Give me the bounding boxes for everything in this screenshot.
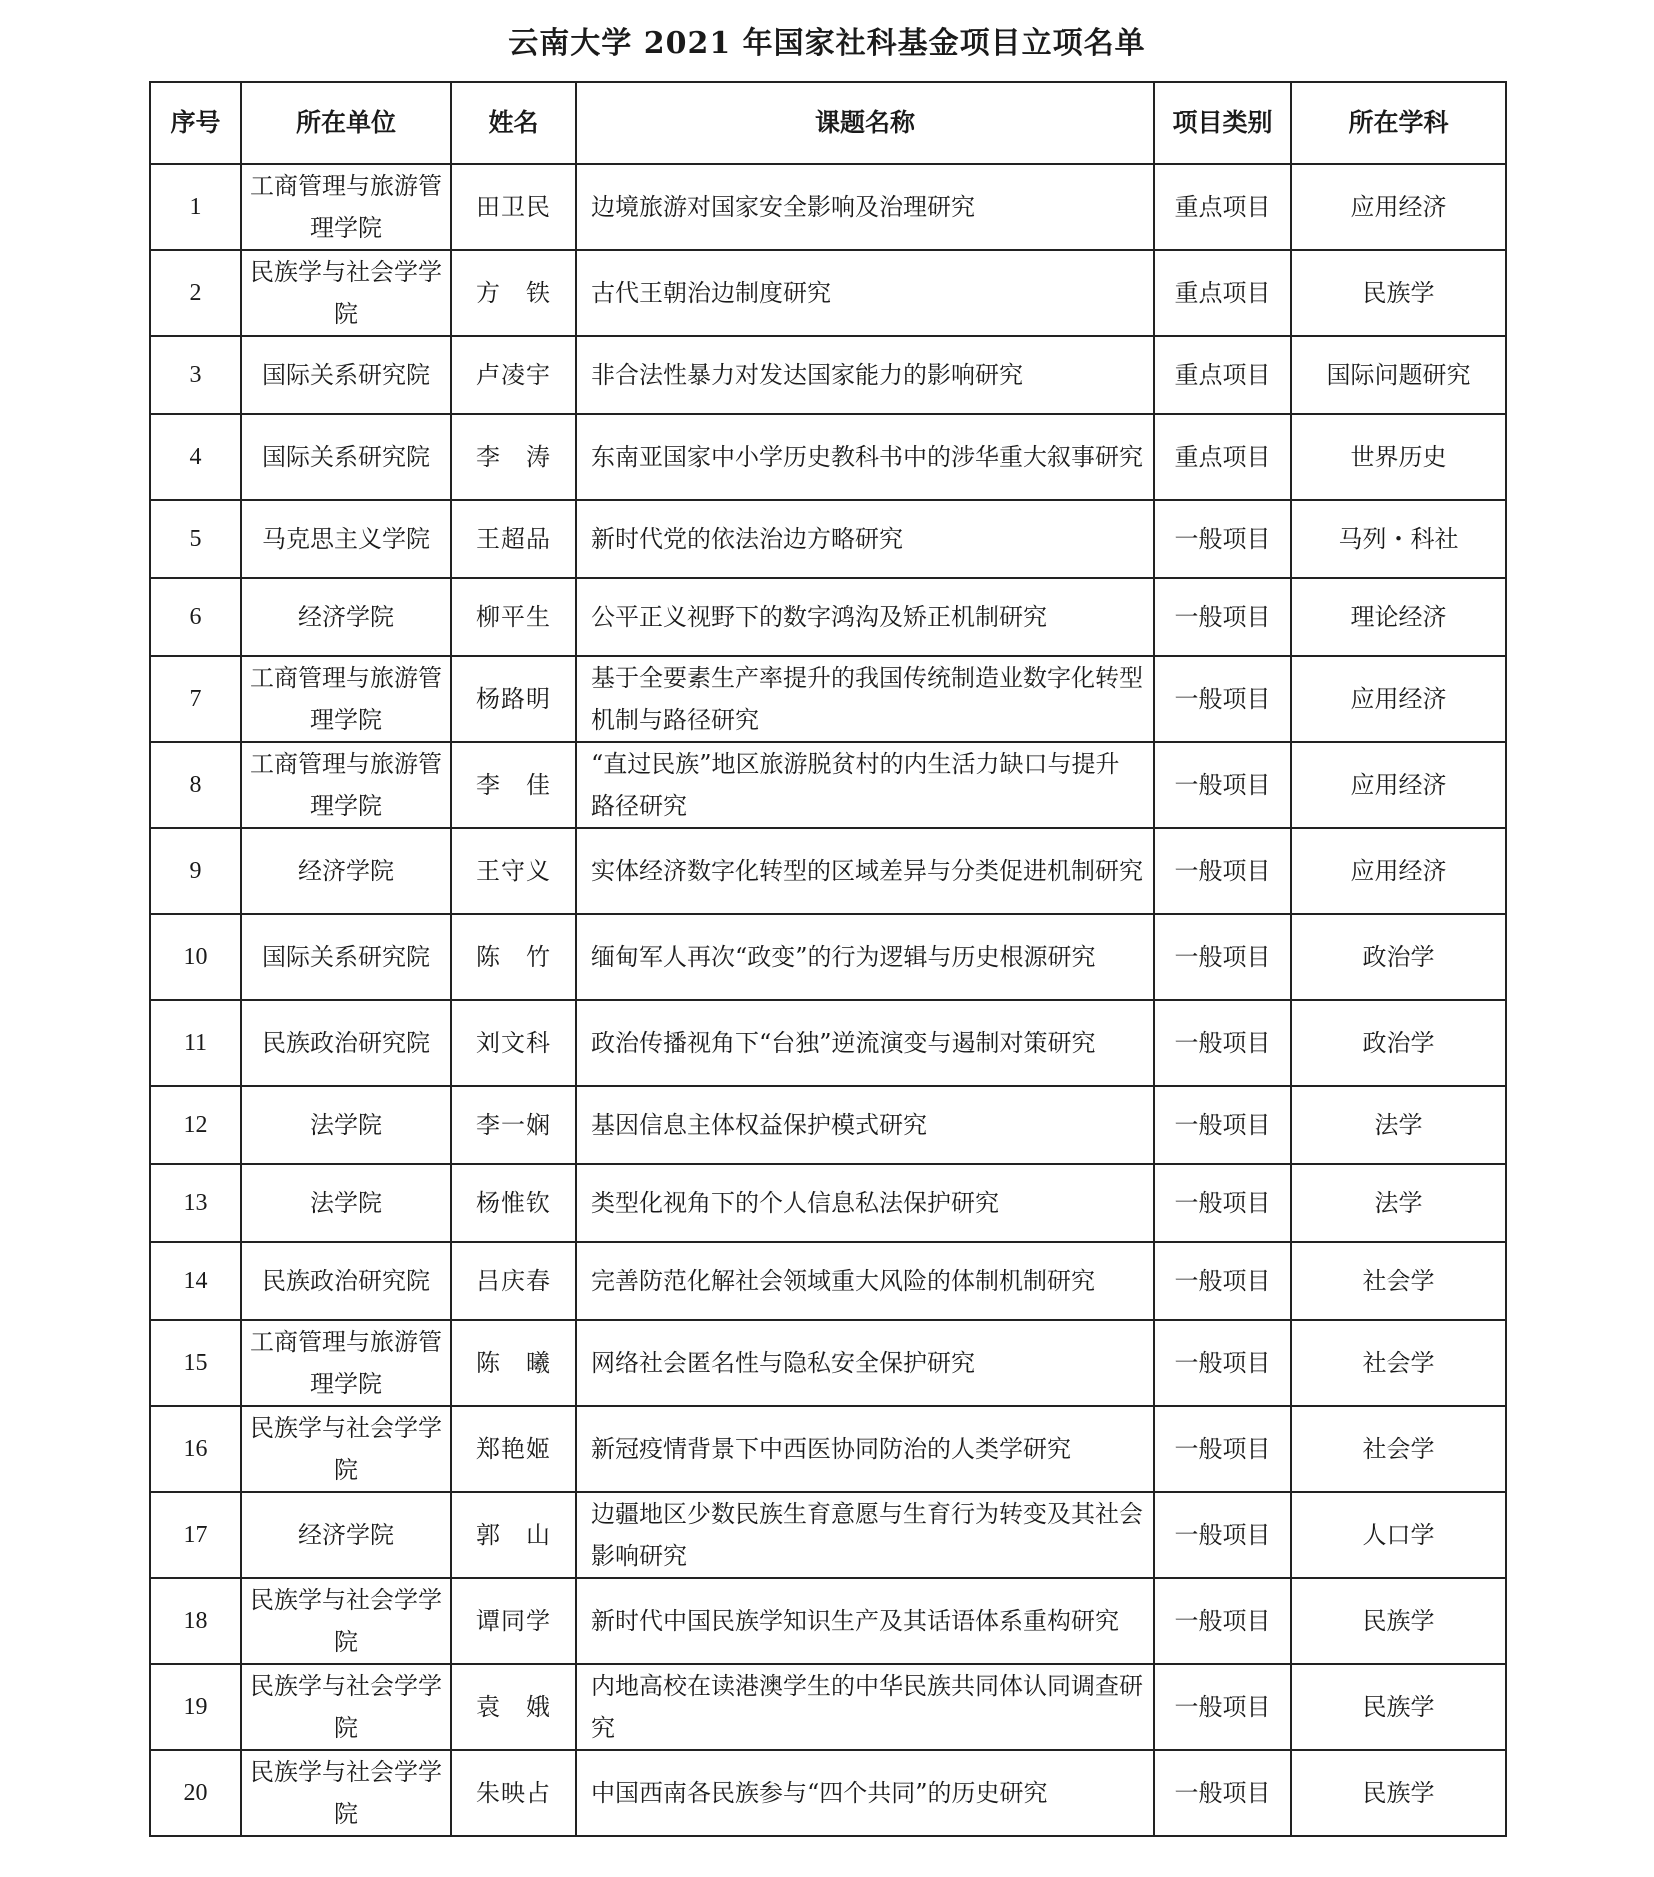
header-category: 项目类别 xyxy=(1154,82,1291,164)
row-number: 2 xyxy=(150,250,241,336)
row-unit: 经济学院 xyxy=(241,828,451,914)
row-category: 一般项目 xyxy=(1154,1086,1291,1164)
row-topic: 政治传播视角下“台独”逆流演变与遏制对策研究 xyxy=(576,1000,1154,1086)
row-category: 重点项目 xyxy=(1154,336,1291,414)
row-topic: 实体经济数字化转型的区域差异与分类促进机制研究 xyxy=(576,828,1154,914)
project-table xyxy=(149,81,1507,1837)
row-unit: 法学院 xyxy=(241,1164,451,1242)
row-category: 一般项目 xyxy=(1154,1578,1291,1664)
row-category: 重点项目 xyxy=(1154,414,1291,500)
row-number: 15 xyxy=(150,1320,241,1406)
table-row xyxy=(150,336,1506,414)
row-category: 一般项目 xyxy=(1154,1242,1291,1320)
row-unit: 民族学与社会学学院 xyxy=(241,1406,451,1492)
row-discipline: 社会学 xyxy=(1291,1406,1506,1492)
table-row xyxy=(150,656,1506,742)
row-topic: 中国西南各民族参与“四个共同”的历史研究 xyxy=(576,1750,1154,1836)
table-row xyxy=(150,828,1506,914)
row-name: 杨惟钦 xyxy=(451,1164,576,1242)
row-name: 李 佳 xyxy=(451,742,576,828)
row-topic: 边境旅游对国家安全影响及治理研究 xyxy=(576,164,1154,250)
row-unit: 马克思主义学院 xyxy=(241,500,451,578)
page-title: 云南大学 2021 年国家社科基金项目立项名单 xyxy=(508,26,1146,61)
row-discipline: 应用经济 xyxy=(1291,742,1506,828)
row-topic: 东南亚国家中小学历史教科书中的涉华重大叙事研究 xyxy=(576,414,1154,500)
row-discipline: 应用经济 xyxy=(1291,164,1506,250)
row-unit: 民族政治研究院 xyxy=(241,1000,451,1086)
row-discipline: 民族学 xyxy=(1291,1664,1506,1750)
row-category: 一般项目 xyxy=(1154,500,1291,578)
header-no: 序号 xyxy=(150,82,241,164)
row-topic: “直过民族”地区旅游脱贫村的内生活力缺口与提升路径研究 xyxy=(576,742,1154,828)
row-topic: 类型化视角下的个人信息私法保护研究 xyxy=(576,1164,1154,1242)
row-category: 一般项目 xyxy=(1154,828,1291,914)
row-name: 陈 曦 xyxy=(451,1320,576,1406)
table-row xyxy=(150,1578,1506,1664)
row-category: 一般项目 xyxy=(1154,1164,1291,1242)
row-unit: 民族学与社会学学院 xyxy=(241,1578,451,1664)
row-discipline: 国际问题研究 xyxy=(1291,336,1506,414)
row-category: 一般项目 xyxy=(1154,1492,1291,1578)
row-discipline: 政治学 xyxy=(1291,1000,1506,1086)
row-unit: 国际关系研究院 xyxy=(241,414,451,500)
row-category: 一般项目 xyxy=(1154,656,1291,742)
table-row xyxy=(150,1164,1506,1242)
row-topic: 基因信息主体权益保护模式研究 xyxy=(576,1086,1154,1164)
row-discipline: 社会学 xyxy=(1291,1320,1506,1406)
row-name: 卢凌宇 xyxy=(451,336,576,414)
row-discipline: 社会学 xyxy=(1291,1242,1506,1320)
row-number: 20 xyxy=(150,1750,241,1836)
row-name: 郭 山 xyxy=(451,1492,576,1578)
table-header-row xyxy=(150,82,1506,164)
header-name: 姓名 xyxy=(451,82,576,164)
row-name: 田卫民 xyxy=(451,164,576,250)
row-discipline: 民族学 xyxy=(1291,1578,1506,1664)
row-topic: 边疆地区少数民族生育意愿与生育行为转变及其社会影响研究 xyxy=(576,1492,1154,1578)
row-name: 郑艳姬 xyxy=(451,1406,576,1492)
row-unit: 经济学院 xyxy=(241,1492,451,1578)
row-discipline: 法学 xyxy=(1291,1086,1506,1164)
row-topic: 内地高校在读港澳学生的中华民族共同体认同调查研究 xyxy=(576,1664,1154,1750)
table-row xyxy=(150,500,1506,578)
header-discipline: 所在学科 xyxy=(1291,82,1506,164)
row-topic: 新时代中国民族学知识生产及其话语体系重构研究 xyxy=(576,1578,1154,1664)
table-row xyxy=(150,578,1506,656)
row-discipline: 法学 xyxy=(1291,1164,1506,1242)
row-name: 谭同学 xyxy=(451,1578,576,1664)
row-unit: 国际关系研究院 xyxy=(241,336,451,414)
header-topic: 课题名称 xyxy=(576,82,1154,164)
header-unit: 所在单位 xyxy=(241,82,451,164)
row-category: 一般项目 xyxy=(1154,914,1291,1000)
table-row xyxy=(150,164,1506,250)
table-row xyxy=(150,1242,1506,1320)
row-number: 1 xyxy=(150,164,241,250)
row-number: 7 xyxy=(150,656,241,742)
row-unit: 工商管理与旅游管理学院 xyxy=(241,656,451,742)
row-unit: 法学院 xyxy=(241,1086,451,1164)
row-topic: 基于全要素生产率提升的我国传统制造业数字化转型机制与路径研究 xyxy=(576,656,1154,742)
row-category: 一般项目 xyxy=(1154,1000,1291,1086)
row-number: 18 xyxy=(150,1578,241,1664)
row-unit: 民族政治研究院 xyxy=(241,1242,451,1320)
row-topic: 非合法性暴力对发达国家能力的影响研究 xyxy=(576,336,1154,414)
row-category: 一般项目 xyxy=(1154,1664,1291,1750)
row-name: 杨路明 xyxy=(451,656,576,742)
table-row xyxy=(150,1320,1506,1406)
row-name: 袁 娥 xyxy=(451,1664,576,1750)
row-number: 19 xyxy=(150,1664,241,1750)
row-number: 4 xyxy=(150,414,241,500)
row-name: 王守义 xyxy=(451,828,576,914)
row-number: 8 xyxy=(150,742,241,828)
row-name: 朱映占 xyxy=(451,1750,576,1836)
row-name: 李 涛 xyxy=(451,414,576,500)
table-row xyxy=(150,1086,1506,1164)
table-row xyxy=(150,1406,1506,1492)
row-topic: 新时代党的依法治边方略研究 xyxy=(576,500,1154,578)
row-unit: 民族学与社会学学院 xyxy=(241,250,451,336)
table-row xyxy=(150,250,1506,336)
table-row xyxy=(150,1750,1506,1836)
row-discipline: 民族学 xyxy=(1291,1750,1506,1836)
row-discipline: 人口学 xyxy=(1291,1492,1506,1578)
row-number: 9 xyxy=(150,828,241,914)
row-topic: 古代王朝治边制度研究 xyxy=(576,250,1154,336)
row-topic: 网络社会匿名性与隐私安全保护研究 xyxy=(576,1320,1154,1406)
row-topic: 公平正义视野下的数字鸿沟及矫正机制研究 xyxy=(576,578,1154,656)
row-name: 陈 竹 xyxy=(451,914,576,1000)
row-topic: 完善防范化解社会领域重大风险的体制机制研究 xyxy=(576,1242,1154,1320)
row-name: 王超品 xyxy=(451,500,576,578)
row-discipline: 理论经济 xyxy=(1291,578,1506,656)
table-row xyxy=(150,1664,1506,1750)
row-discipline: 民族学 xyxy=(1291,250,1506,336)
row-number: 10 xyxy=(150,914,241,1000)
row-category: 一般项目 xyxy=(1154,1750,1291,1836)
row-number: 16 xyxy=(150,1406,241,1492)
row-name: 李一娴 xyxy=(451,1086,576,1164)
row-topic: 缅甸军人再次“政变”的行为逻辑与历史根源研究 xyxy=(576,914,1154,1000)
row-discipline: 马列・科社 xyxy=(1291,500,1506,578)
row-category: 一般项目 xyxy=(1154,742,1291,828)
row-name: 方 铁 xyxy=(451,250,576,336)
row-discipline: 应用经济 xyxy=(1291,656,1506,742)
row-number: 5 xyxy=(150,500,241,578)
row-number: 12 xyxy=(150,1086,241,1164)
row-name: 柳平生 xyxy=(451,578,576,656)
table-row xyxy=(150,414,1506,500)
row-category: 一般项目 xyxy=(1154,1320,1291,1406)
row-number: 14 xyxy=(150,1242,241,1320)
row-category: 重点项目 xyxy=(1154,164,1291,250)
row-category: 一般项目 xyxy=(1154,1406,1291,1492)
table-row xyxy=(150,1000,1506,1086)
row-unit: 民族学与社会学学院 xyxy=(241,1750,451,1836)
row-name: 刘文科 xyxy=(451,1000,576,1086)
row-unit: 国际关系研究院 xyxy=(241,914,451,1000)
row-unit: 民族学与社会学学院 xyxy=(241,1664,451,1750)
row-number: 13 xyxy=(150,1164,241,1242)
row-discipline: 世界历史 xyxy=(1291,414,1506,500)
row-number: 6 xyxy=(150,578,241,656)
row-unit: 工商管理与旅游管理学院 xyxy=(241,164,451,250)
row-topic: 新冠疫情背景下中西医协同防治的人类学研究 xyxy=(576,1406,1154,1492)
row-discipline: 政治学 xyxy=(1291,914,1506,1000)
row-number: 3 xyxy=(150,336,241,414)
row-unit: 经济学院 xyxy=(241,578,451,656)
row-category: 一般项目 xyxy=(1154,578,1291,656)
table-row xyxy=(150,1492,1506,1578)
row-number: 17 xyxy=(150,1492,241,1578)
row-category: 重点项目 xyxy=(1154,250,1291,336)
row-unit: 工商管理与旅游管理学院 xyxy=(241,1320,451,1406)
row-discipline: 应用经济 xyxy=(1291,828,1506,914)
row-unit: 工商管理与旅游管理学院 xyxy=(241,742,451,828)
table-row xyxy=(150,742,1506,828)
row-name: 吕庆春 xyxy=(451,1242,576,1320)
table-row xyxy=(150,914,1506,1000)
row-number: 11 xyxy=(150,1000,241,1086)
